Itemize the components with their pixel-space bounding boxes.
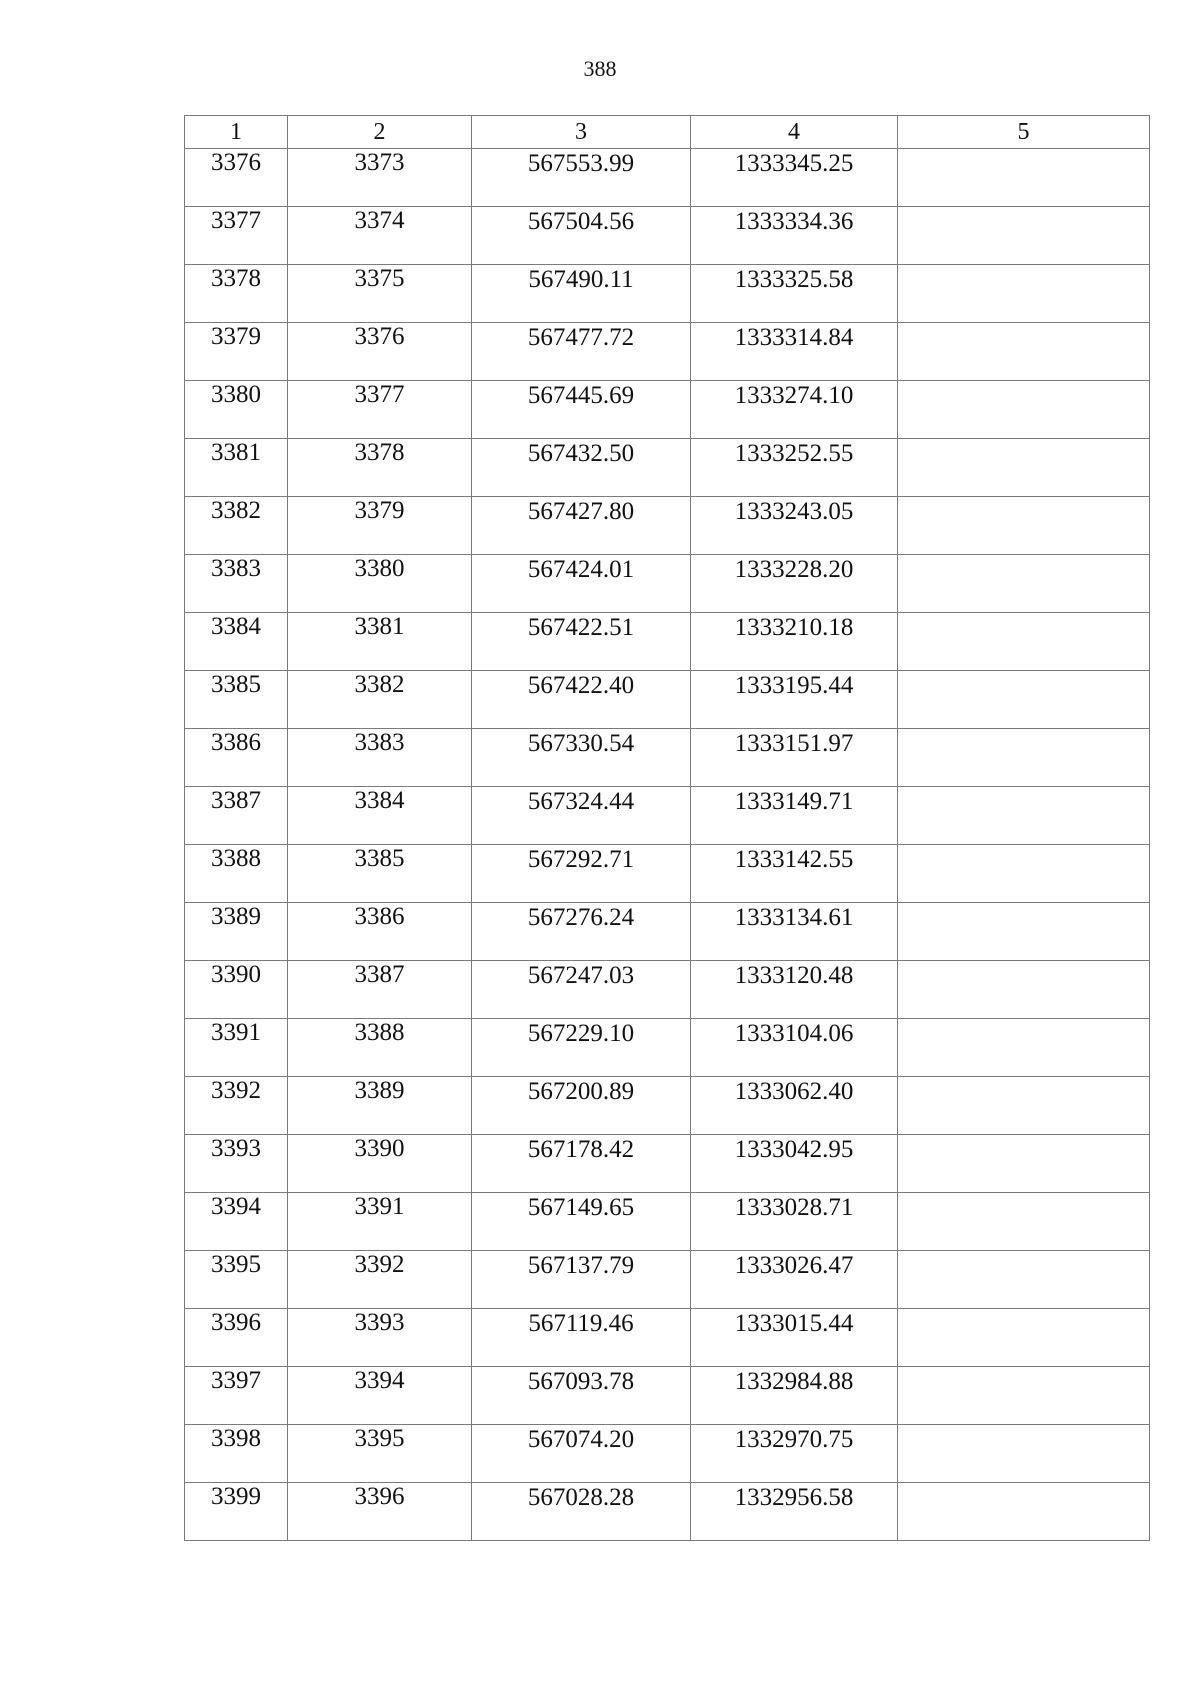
table-cell-col-1: 3387	[185, 787, 288, 845]
table-cell-col-3: 567200.89	[472, 1077, 691, 1135]
table-row	[185, 671, 1150, 729]
table-cell-col-1: 3398	[185, 1425, 288, 1483]
table-cell-col-2: 3388	[288, 1019, 472, 1077]
table-cell-col-5	[898, 787, 1150, 845]
table-cell-col-4: 1333334.36	[691, 207, 898, 265]
header-col-2: 2	[288, 116, 472, 149]
table-cell-col-4: 1333026.47	[691, 1251, 898, 1309]
table-cell-col-4: 1333149.71	[691, 787, 898, 845]
table-cell-col-4: 1333015.44	[691, 1309, 898, 1367]
table-cell-col-2: 3384	[288, 787, 472, 845]
header-col-4: 4	[691, 116, 898, 149]
table-cell-col-1: 3383	[185, 555, 288, 613]
table-cell-col-2: 3374	[288, 207, 472, 265]
table-cell-col-5	[898, 1309, 1150, 1367]
table-cell-col-3: 567324.44	[472, 787, 691, 845]
table-row	[185, 613, 1150, 671]
table-cell-col-2: 3378	[288, 439, 472, 497]
table-cell-col-4: 1333042.95	[691, 1135, 898, 1193]
table-cell-col-4: 1333228.20	[691, 555, 898, 613]
table-cell-col-3: 567477.72	[472, 323, 691, 381]
coordinates-table	[184, 115, 1150, 1541]
table-row	[185, 1019, 1150, 1077]
table-row	[185, 787, 1150, 845]
table-cell-col-1: 3389	[185, 903, 288, 961]
table-cell-col-5	[898, 1425, 1150, 1483]
table-cell-col-1: 3397	[185, 1367, 288, 1425]
table-cell-col-2: 3373	[288, 149, 472, 207]
table-cell-col-2: 3390	[288, 1135, 472, 1193]
table-cell-col-3: 567504.56	[472, 207, 691, 265]
table-cell-col-2: 3396	[288, 1483, 472, 1541]
table-cell-col-2: 3393	[288, 1309, 472, 1367]
table-row	[185, 1309, 1150, 1367]
table-row	[185, 845, 1150, 903]
table-cell-col-1: 3393	[185, 1135, 288, 1193]
table-row	[185, 729, 1150, 787]
table-cell-col-3: 567149.65	[472, 1193, 691, 1251]
table-cell-col-5	[898, 497, 1150, 555]
table-cell-col-4: 1333210.18	[691, 613, 898, 671]
table-cell-col-2: 3385	[288, 845, 472, 903]
table-cell-col-1: 3385	[185, 671, 288, 729]
table-cell-col-1: 3376	[185, 149, 288, 207]
table-row	[185, 961, 1150, 1019]
table-cell-col-3: 567247.03	[472, 961, 691, 1019]
table-cell-col-3: 567432.50	[472, 439, 691, 497]
table-cell-col-4: 1333104.06	[691, 1019, 898, 1077]
table-cell-col-1: 3382	[185, 497, 288, 555]
table-cell-col-3: 567028.28	[472, 1483, 691, 1541]
table-cell-col-4: 1333325.58	[691, 265, 898, 323]
table-cell-col-3: 567229.10	[472, 1019, 691, 1077]
table-row	[185, 1425, 1150, 1483]
table-cell-col-3: 567276.24	[472, 903, 691, 961]
table-row	[185, 323, 1150, 381]
table-cell-col-2: 3379	[288, 497, 472, 555]
table-row	[185, 439, 1150, 497]
table-cell-col-1: 3388	[185, 845, 288, 903]
table-cell-col-1: 3380	[185, 381, 288, 439]
table-cell-col-5	[898, 1251, 1150, 1309]
table-cell-col-4: 1333142.55	[691, 845, 898, 903]
table-cell-col-2: 3376	[288, 323, 472, 381]
table-cell-col-3: 567119.46	[472, 1309, 691, 1367]
table-cell-col-4: 1333151.97	[691, 729, 898, 787]
table-cell-col-4: 1333314.84	[691, 323, 898, 381]
table-cell-col-1: 3379	[185, 323, 288, 381]
table-cell-col-1: 3394	[185, 1193, 288, 1251]
table-cell-col-3: 567553.99	[472, 149, 691, 207]
table-cell-col-2: 3386	[288, 903, 472, 961]
table-row	[185, 1135, 1150, 1193]
table-cell-col-3: 567093.78	[472, 1367, 691, 1425]
table-cell-col-3: 567422.40	[472, 671, 691, 729]
table-cell-col-5	[898, 265, 1150, 323]
table-cell-col-5	[898, 671, 1150, 729]
table-row	[185, 497, 1150, 555]
table-cell-col-5	[898, 555, 1150, 613]
table-cell-col-4: 1333028.71	[691, 1193, 898, 1251]
table-row	[185, 265, 1150, 323]
table-cell-col-5	[898, 729, 1150, 787]
table-cell-col-2: 3389	[288, 1077, 472, 1135]
table-cell-col-2: 3377	[288, 381, 472, 439]
header-col-3: 3	[472, 116, 691, 149]
table-cell-col-4: 1333274.10	[691, 381, 898, 439]
table-cell-col-5	[898, 1135, 1150, 1193]
table-cell-col-2: 3382	[288, 671, 472, 729]
table-cell-col-1: 3395	[185, 1251, 288, 1309]
table-cell-col-4: 1332984.88	[691, 1367, 898, 1425]
table-cell-col-2: 3380	[288, 555, 472, 613]
table-cell-col-5	[898, 1019, 1150, 1077]
table-cell-col-5	[898, 961, 1150, 1019]
table-cell-col-2: 3375	[288, 265, 472, 323]
table-row	[185, 207, 1150, 265]
table-cell-col-4: 1333062.40	[691, 1077, 898, 1135]
table-cell-col-4: 1333345.25	[691, 149, 898, 207]
table-row	[185, 555, 1150, 613]
table-cell-col-5	[898, 1483, 1150, 1541]
table-cell-col-5	[898, 1367, 1150, 1425]
table-cell-col-1: 3384	[185, 613, 288, 671]
table-cell-col-5	[898, 323, 1150, 381]
table-cell-col-4: 1332970.75	[691, 1425, 898, 1483]
table-cell-col-4: 1333195.44	[691, 671, 898, 729]
header-col-5: 5	[898, 116, 1150, 149]
header-row	[185, 116, 1150, 149]
table-row	[185, 1251, 1150, 1309]
table-cell-col-5	[898, 613, 1150, 671]
table-cell-col-5	[898, 149, 1150, 207]
table-cell-col-3: 567178.42	[472, 1135, 691, 1193]
table-cell-col-1: 3381	[185, 439, 288, 497]
table-cell-col-1: 3390	[185, 961, 288, 1019]
table-cell-col-5	[898, 903, 1150, 961]
table-cell-col-3: 567074.20	[472, 1425, 691, 1483]
table-row	[185, 1077, 1150, 1135]
table-cell-col-1: 3391	[185, 1019, 288, 1077]
table-body	[185, 149, 1150, 1541]
page-number: 388	[583, 56, 617, 81]
table-cell-col-5	[898, 1077, 1150, 1135]
table-cell-col-1: 3377	[185, 207, 288, 265]
table-cell-col-4: 1333252.55	[691, 439, 898, 497]
table-cell-col-4: 1333243.05	[691, 497, 898, 555]
table-cell-col-1: 3392	[185, 1077, 288, 1135]
table-cell-col-4: 1333120.48	[691, 961, 898, 1019]
table-row	[185, 381, 1150, 439]
table-cell-col-5	[898, 381, 1150, 439]
table-cell-col-2: 3392	[288, 1251, 472, 1309]
table-cell-col-3: 567330.54	[472, 729, 691, 787]
table-row	[185, 903, 1150, 961]
table-cell-col-3: 567292.71	[472, 845, 691, 903]
table-cell-col-2: 3381	[288, 613, 472, 671]
table-cell-col-5	[898, 1193, 1150, 1251]
table-cell-col-1: 3378	[185, 265, 288, 323]
table-cell-col-1: 3396	[185, 1309, 288, 1367]
table-cell-col-2: 3391	[288, 1193, 472, 1251]
table-cell-col-4: 1333134.61	[691, 903, 898, 961]
table-cell-col-5	[898, 207, 1150, 265]
table-row	[185, 1367, 1150, 1425]
table-header	[185, 116, 1150, 149]
table-cell-col-2: 3383	[288, 729, 472, 787]
table-row	[185, 149, 1150, 207]
table-cell-col-3: 567445.69	[472, 381, 691, 439]
table-row	[185, 1193, 1150, 1251]
table-row	[185, 1483, 1150, 1541]
table-cell-col-1: 3399	[185, 1483, 288, 1541]
table-cell-col-3: 567427.80	[472, 497, 691, 555]
table-cell-col-3: 567137.79	[472, 1251, 691, 1309]
header-col-1: 1	[185, 116, 288, 149]
table-cell-col-3: 567424.01	[472, 555, 691, 613]
table-cell-col-2: 3395	[288, 1425, 472, 1483]
table-cell-col-5	[898, 845, 1150, 903]
table-cell-col-3: 567490.11	[472, 265, 691, 323]
table-cell-col-1: 3386	[185, 729, 288, 787]
table-cell-col-2: 3394	[288, 1367, 472, 1425]
table-cell-col-4: 1332956.58	[691, 1483, 898, 1541]
table-cell-col-3: 567422.51	[472, 613, 691, 671]
table-cell-col-2: 3387	[288, 961, 472, 1019]
table-cell-col-5	[898, 439, 1150, 497]
